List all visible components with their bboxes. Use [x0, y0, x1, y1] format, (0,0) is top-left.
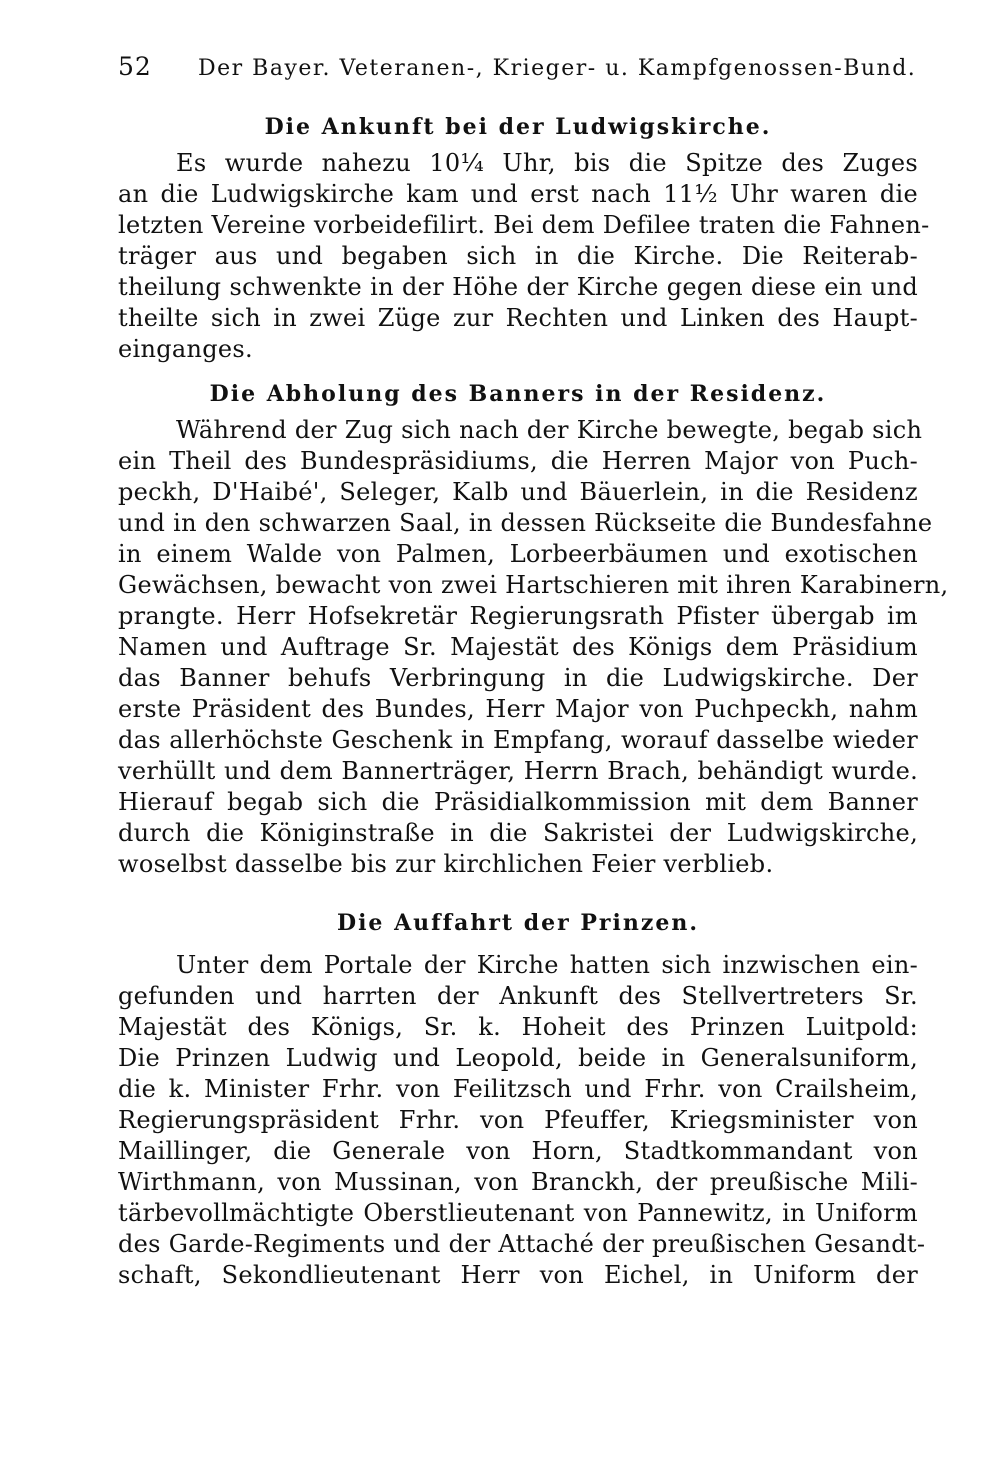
- text-line: das Banner behufs Verbringung in die Ludwigskirche. Der: [118, 664, 918, 692]
- section-heading-arrival-church: Die Ankunft bei der Ludwigskirche.: [264, 114, 772, 140]
- paragraph-arrival-church: [118, 148, 930, 365]
- text-line: tärbevollmächtigte Oberstlieutenant von Pannewitz, in Uniform: [118, 1199, 918, 1227]
- text-line: und in den schwarzen Saal, in dessen Rückseite die Bundesfahne: [118, 509, 933, 537]
- text-line: Während der Zug sich nach der Kirche bewegte, begab sich: [176, 416, 923, 444]
- paragraph-princes-arrival: [118, 950, 926, 1291]
- text-line: theilte sich in zwei Züge zur Rechten und Linken des Haupt-: [118, 304, 918, 332]
- text-line: in einem Walde von Palmen, Lorbeerbäumen und exotischen: [118, 540, 918, 568]
- text-line: Regierungspräsident Frhr. von Pfeuffer, Kriegsminister von: [118, 1106, 918, 1134]
- text-line: theilung schwenkte in der Höhe der Kirche gegen diese ein und: [118, 273, 918, 301]
- text-line: schaft, Sekondlieutenant Herr von Eichel, in Uniform der: [118, 1261, 918, 1289]
- text-line: an die Ludwigskirche kam und erst nach 11½ Uhr waren die: [118, 180, 918, 208]
- text-line: Namen und Auftrage Sr. Majestät des Königs dem Präsidium: [118, 633, 918, 661]
- text-line: gefunden und harrten der Ankunft des Stellvertreters Sr.: [118, 982, 918, 1010]
- text-line: durch die Königinstraße in die Sakristei der Ludwigskirche,: [118, 819, 918, 847]
- book-page: [118, 52, 949, 1291]
- text-line: woselbst dasselbe bis zur kirchlichen Feier verblieb.: [118, 850, 774, 878]
- page-number: 52: [118, 52, 152, 81]
- text-line: träger aus und begaben sich in die Kirche. Die Reiterab-: [118, 242, 918, 270]
- section-heading-banner-residenz: Die Abholung des Banners in der Residenz.: [209, 381, 827, 407]
- page-header: [118, 52, 918, 92]
- text-line: prangte. Herr Hofsekretär Regierungsrath Pfister übergab im: [118, 602, 918, 630]
- section-heading-princes-arrival: Die Auffahrt der Prinzen.: [336, 910, 699, 936]
- text-line: erste Präsident des Bundes, Herr Major von Puchpeckh, nahm: [118, 695, 918, 723]
- text-line: Die Prinzen Ludwig und Leopold, beide in Generalsuniform,: [118, 1044, 918, 1072]
- text-line: verhüllt und dem Bannerträger, Herrn Brach, behändigt wurde.: [118, 757, 918, 785]
- text-line: Maillinger, die Generale von Horn, Stadtkommandant von: [118, 1137, 918, 1165]
- text-line: Hierauf begab sich die Präsidialkommission mit dem Banner: [118, 788, 918, 816]
- text-line: Unter dem Portale der Kirche hatten sich inzwischen ein-: [176, 951, 918, 979]
- text-line: einganges.: [118, 335, 253, 363]
- text-line: die k. Minister Frhr. von Feilitzsch und Frhr. von Crailsheim,: [118, 1075, 918, 1103]
- text-line: des Garde-Regiments und der Attaché der preußischen Gesandt-: [118, 1230, 926, 1258]
- text-line: peckh, D'Haibé', Seleger, Kalb und Bäuerlein, in die Residenz: [118, 478, 918, 506]
- text-line: Majestät des Königs, Sr. k. Hoheit des Prinzen Luitpold:: [118, 1013, 918, 1041]
- running-title: Der Bayer. Veteranen-, Krieger- u. Kampfgenossen-Bund.: [198, 56, 917, 81]
- text-line: Es wurde nahezu 10¼ Uhr, bis die Spitze des Zuges: [176, 149, 918, 177]
- text-line: Wirthmann, von Mussinan, von Branckh, der preußische Mili-: [118, 1168, 918, 1196]
- paragraph-banner-residenz: [118, 415, 949, 880]
- text-line: ein Theil des Bundespräsidiums, die Herren Major von Puch-: [118, 447, 918, 475]
- text-line: Gewächsen, bewacht von zwei Hartschieren mit ihren Karabinern,: [118, 571, 949, 599]
- text-line: das allerhöchste Geschenk in Empfang, worauf dasselbe wieder: [118, 726, 918, 754]
- text-line: letzten Vereine vorbeidefilirt. Bei dem Defilee traten die Fahnen-: [118, 211, 930, 239]
